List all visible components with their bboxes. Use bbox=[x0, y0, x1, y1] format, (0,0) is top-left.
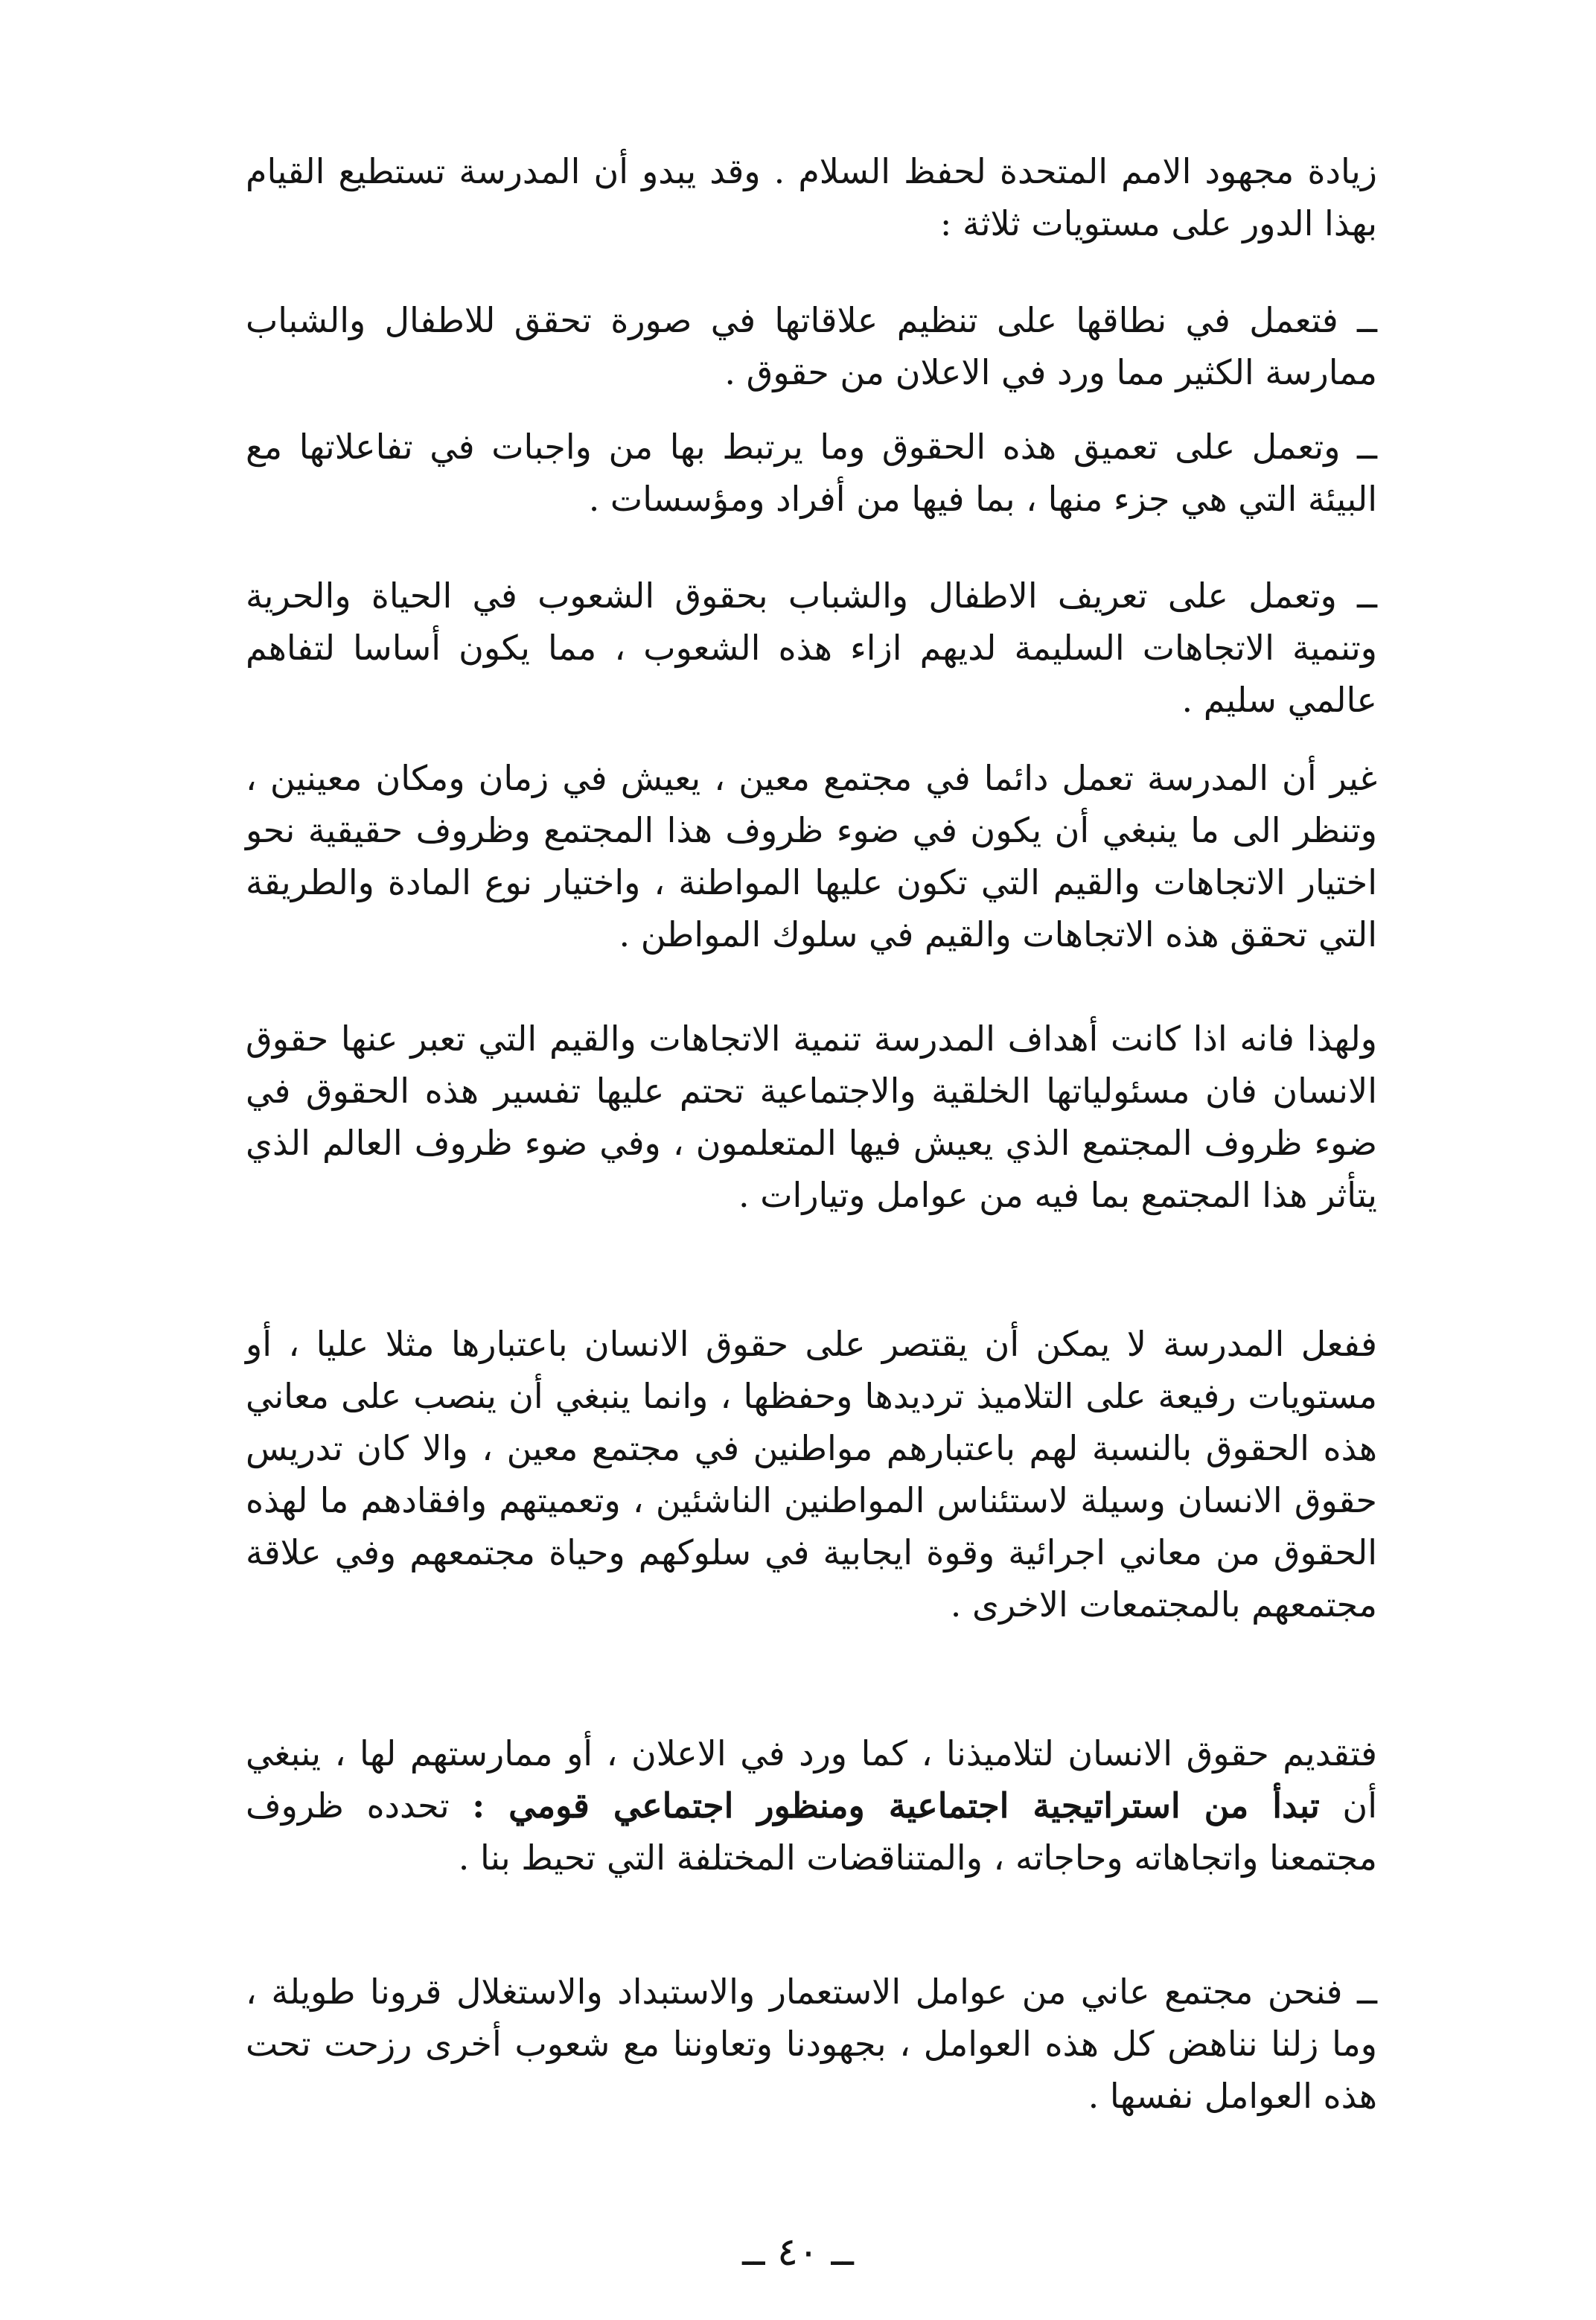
paragraph-strategy bbox=[246, 1727, 1377, 1884]
strategy-text-after: تحدده ظروف مجتمعنا واتجاهاته وحاجاته ، والمتناقضات المختلفة التي تحيط بنا . bbox=[246, 1785, 1377, 1878]
paragraph-school-society: غير أن المدرسة تعمل دائما في مجتمع معين ، يعيش في زمان ومكان معينين ، وتنظر الى ما ينبغي أن يكون في ضوء ظروف هذا المجتمع وظروف حقيقية نحو اختيار الاتجاهات والقيم التي تكون عليها المواطنة ، واختيار نوع المادة والطريقة التي تحقق هذه الاتجاهات والقيم في سلوك المواطن . bbox=[246, 758, 1377, 955]
paragraph-level-one: ــ فتعمل في نطاقها على تنظيم علاقاتها في صورة تحقق للاطفال والشباب ممارسة الكثير مما ورد في الاعلان من حقوق . bbox=[246, 300, 1377, 392]
paragraph-school-action: ففعل المدرسة لا يمكن أن يقتصر على حقوق الانسان باعتبارها مثلا عليا ، أو مستويات رفيعة على التلاميذ ترديدها وحفظها ، وانما ينبغي أن ينصب على معاني هذه الحقوق بالنسبة لهم باعتبارهم مواطنين في مجتمع معين ، والا كان تدريس حقوق الانسان وسيلة لاستئناس المواطنين الناشئين ، وتعميتهم وافقادهم ما لهذه الحقوق من معاني اجرائية وقوة ايجابية في سلوكهم وحياة مجتمعهم وفي علاقة مجتمعهم بالمجتمعات الاخرى . bbox=[246, 1324, 1377, 1625]
strategy-text-before: فتقديم حقوق الانسان لتلاميذنا ، كما ورد في الاعلان ، أو ممارستهم لها ، ينبغي أن bbox=[246, 1733, 1377, 1826]
paragraph-intro: زيادة مجهود الامم المتحدة لحفظ السلام . وقد يبدو أن المدرسة تستطيع القيام بهذا الدور على مستويات ثلاثة : bbox=[246, 151, 1377, 243]
page-number: ــ ٤٠ ــ bbox=[742, 2230, 854, 2275]
strategy-emphasis: تبدأ من استراتيجية اجتماعية ومنظور اجتماعي قومي : bbox=[472, 1785, 1320, 1826]
paragraph-colonialism: ــ فنحن مجتمع عاني من عوامل الاستعمار والاستبداد والاستغلال قرونا طويلة ، وما زلنا نناهض كل هذه العوامل ، بجهودنا وتعاوننا مع شعوب أخرى رزحت تحت هذه العوامل نفسها . bbox=[246, 1972, 1377, 2116]
paragraph-level-two: ــ وتعمل على تعميق هذه الحقوق وما يرتبط بها من واجبات في تفاعلاتها مع البيئة التي هي جزء منها ، بما فيها من أفراد ومؤسسات . bbox=[246, 427, 1377, 519]
paragraph-level-three: ــ وتعمل على تعريف الاطفال والشباب بحقوق الشعوب في الحياة والحرية وتنمية الاتجاهات السليمة لديهم ازاء هذه الشعوب ، مما يكون أساسا لتفاهم عالمي سليم . bbox=[246, 576, 1377, 720]
paragraph-school-goals: ولهذا فانه اذا كانت أهداف المدرسة تنمية الاتجاهات والقيم التي تعبر عنها حقوق الانسان فان مسئولياتها الخلقية والاجتماعية تحتم عليها تفسير هذه الحقوق في ضوء ظروف المجتمع الذي يعيش فيها المتعلمون ، وفي ضوء ظروف العالم الذي يتأثر هذا المجتمع بما فيه من عوامل وتيارات . bbox=[246, 1019, 1377, 1215]
